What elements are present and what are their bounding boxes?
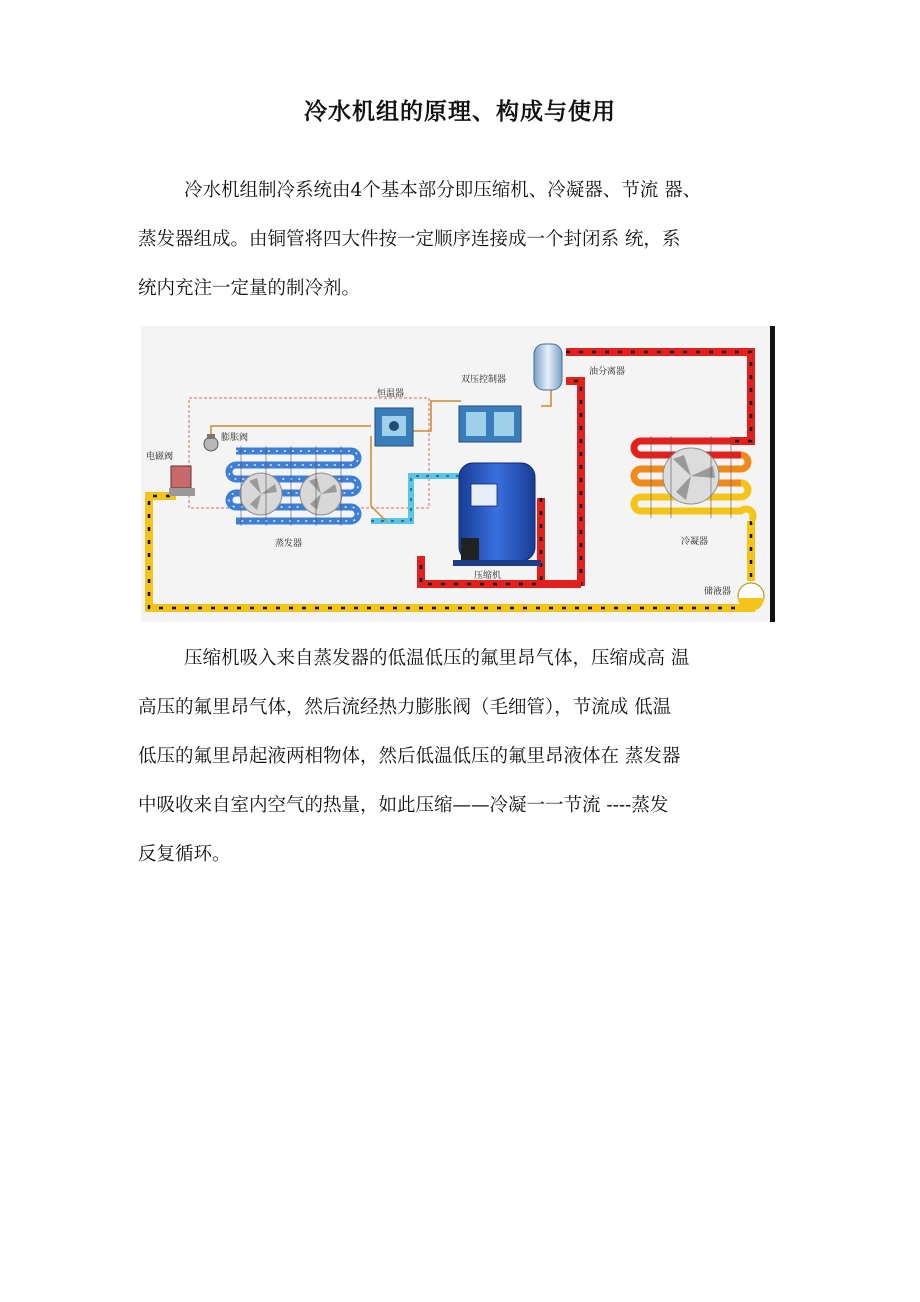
- intro-line-1: 冷水机组制冷系统由4个基本部分即压缩机、冷凝器、节流 器、: [184, 180, 702, 201]
- compressor-terminal-box: [461, 538, 479, 560]
- label-condenser: 冷凝器: [681, 537, 709, 547]
- diagram-right-edge: [770, 326, 775, 622]
- cycle-paragraph: [138, 634, 783, 879]
- compressor: [453, 463, 541, 566]
- dual-pressure-controller: [459, 406, 521, 442]
- label-thermostat: 恒温器: [377, 389, 405, 399]
- label-expansion-valve: 膨胀阀: [221, 433, 249, 443]
- refrigeration-cycle-diagram: [141, 326, 775, 622]
- label-compressor: 压缩机: [474, 571, 502, 581]
- intro-line-2: 蒸发器组成。由铜管将四大件按一定顺序连接成一个封闭系 统，系: [138, 229, 681, 250]
- thermostat: [375, 408, 413, 446]
- label-dual-pressure-controller: 双压控制器: [461, 375, 507, 385]
- label-receiver: 储液器: [704, 587, 732, 597]
- label-oil-separator: 油分离器: [589, 367, 626, 377]
- cycle-line-1: 压缩机吸入来自蒸发器的低温低压的氟里昂气体，压缩成高 温: [184, 648, 690, 669]
- label-solenoid-valve: 电磁阀: [146, 452, 174, 462]
- liquid-receiver: [738, 583, 764, 611]
- intro-paragraph: [138, 166, 783, 313]
- cycle-line-3: 低压的氟里昂起液两相物体，然后低温低压的氟里昂液体在 蒸发器: [138, 746, 681, 767]
- solenoid-valve: [169, 466, 195, 496]
- cycle-line-5: 反复循环。: [138, 844, 231, 865]
- cycle-line-2: 高压的氟里昂气体，然后流经热力膨胀阀（毛细管），节流成 低温: [138, 697, 672, 718]
- document-title: 冷水机组的原理、构成与使用: [304, 99, 616, 125]
- cycle-line-4: 中吸收来自室内空气的热量，如此压缩——冷凝一一节流 ----蒸发: [138, 795, 669, 816]
- intro-line-3: 统内充注一定量的制冷剂。: [138, 278, 361, 299]
- oil-separator: [534, 344, 562, 390]
- compressor-nameplate: [471, 484, 497, 506]
- label-evaporator: 蒸发器: [275, 539, 303, 549]
